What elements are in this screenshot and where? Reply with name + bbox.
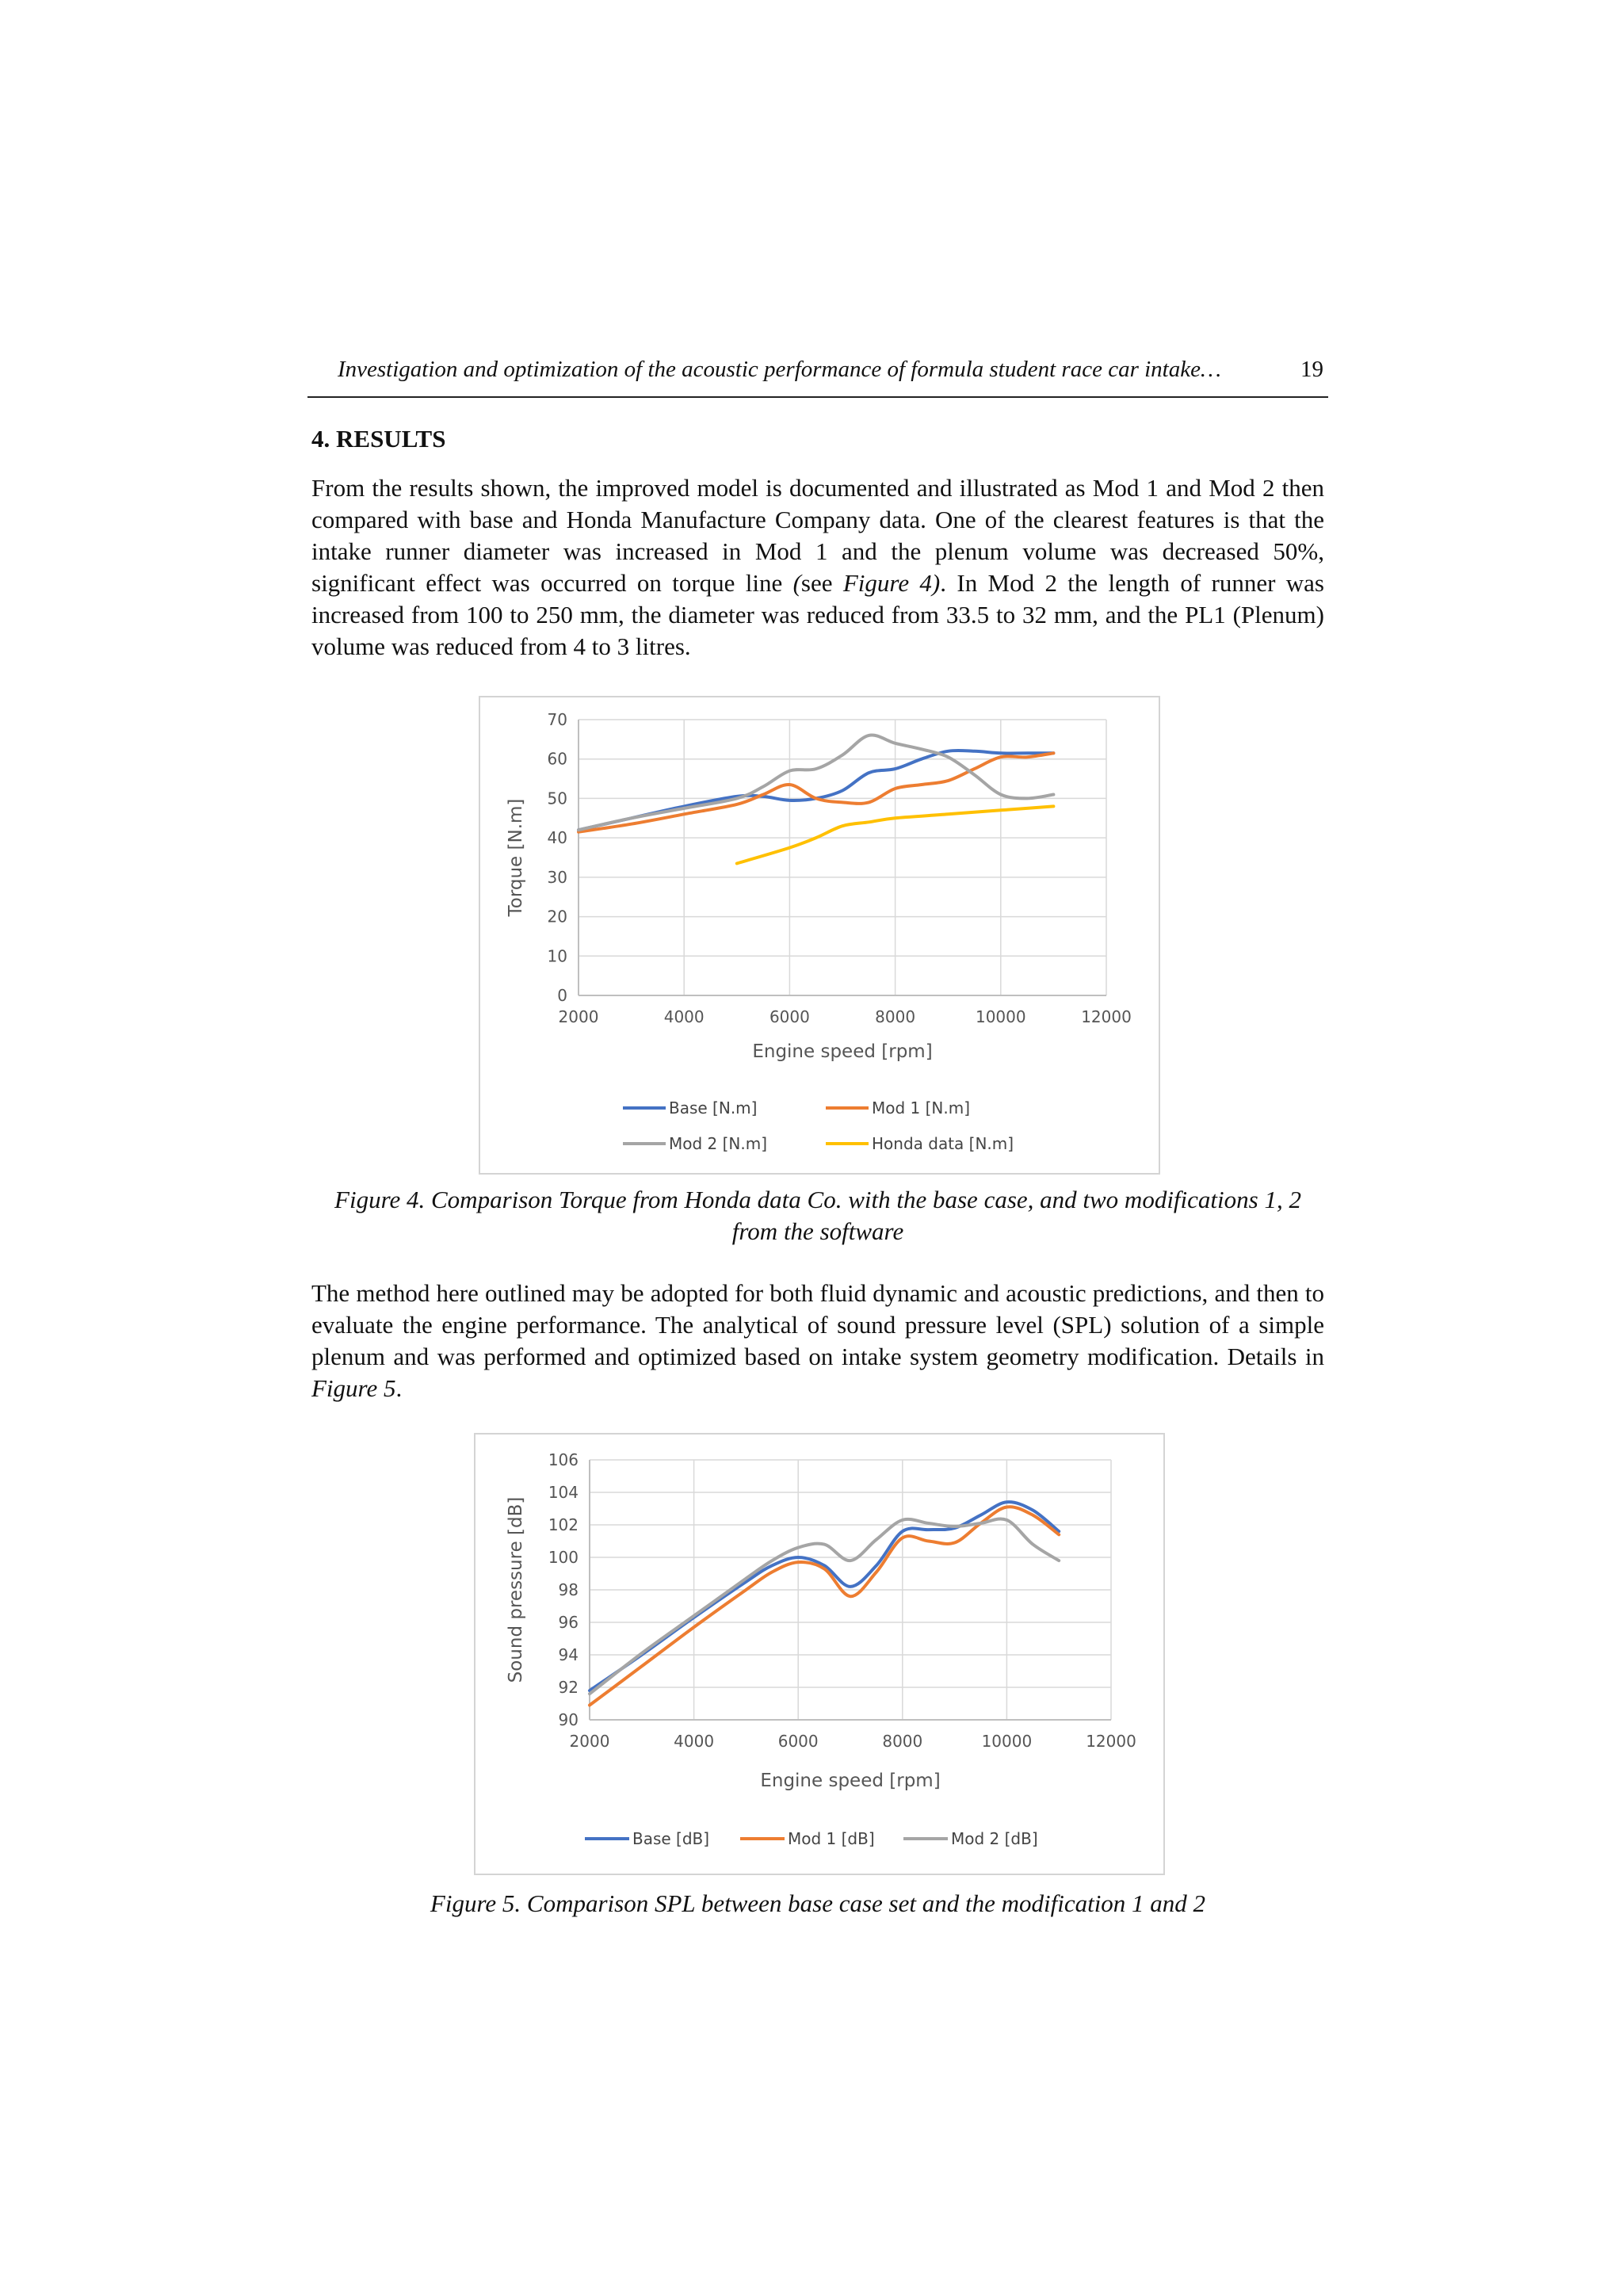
legend-label-1: Base [N.m] [669,1098,758,1117]
y-tick-label: 60 [547,749,567,769]
legend-label-3: Mod 2 [dB] [951,1829,1038,1848]
y-tick-label: 92 [558,1678,579,1697]
y-tick-label: 94 [558,1645,579,1664]
italic-reference: Figure 4) [842,569,941,597]
text-run: . [395,1374,403,1402]
x-axis-title: Engine speed [rpm] [760,1771,941,1791]
y-tick-label: 70 [547,710,567,729]
text-run: . In Mod 2 the length of runner was increased from 100 to 250 mm, the diameter was reduced from 33.5 to 32 mm, and the PL1 (Plenum) volume was reduced from 4 to 3 litres. [311,569,1324,660]
series-line-1 [579,751,1053,830]
y-tick-label: 100 [548,1548,579,1567]
text-run: From the results shown, the improved model is documented and illustrated as Mod 1 and Mod 2 then compared with base and Honda Manufacture Company data. One of the clearest features is that the intake runner diameter was increased in Mod 1 and the plenum volume was decreased 50%, significant effect was occurred on torque line [311,474,1324,597]
italic-reference: Figure 5 [311,1374,396,1402]
x-tick-label: 6000 [769,1007,810,1026]
x-tick-label: 10000 [975,1007,1026,1026]
figure-4-torque-chart [479,696,1160,1175]
x-tick-label: 12000 [1081,1007,1132,1026]
y-tick-label: 40 [547,828,567,848]
paragraph-results-intro [311,472,1324,663]
x-tick-label: 4000 [663,1007,705,1026]
x-tick-label: 4000 [674,1732,715,1751]
series-line-3 [579,735,1053,830]
series-line-1 [590,1502,1059,1690]
legend-label-2: Mod 1 [dB] [788,1829,875,1848]
y-tick-label: 90 [558,1710,579,1729]
y-tick-label: 50 [547,789,567,808]
y-axis-title: Torque [N.m] [506,798,526,917]
spl-chart-svg [475,1435,1163,1874]
figure-4-caption: Figure 4. Comparison Torque from Honda data Co. with the base case, and two modifications 1, 2 from the software [334,1186,1301,1245]
x-tick-label: 2000 [558,1007,599,1026]
paragraph-method [311,1278,1324,1404]
legend-label-1: Base [dB] [632,1829,710,1848]
x-tick-label: 12000 [1086,1732,1136,1751]
x-tick-label: 2000 [569,1732,610,1751]
x-tick-label: 10000 [981,1732,1033,1751]
x-tick-label: 8000 [882,1732,923,1751]
torque-chart-svg [480,697,1159,1173]
figure-5-spl-chart [474,1433,1165,1875]
y-axis-title: Sound pressure [dB] [506,1496,526,1683]
legend-label-3: Mod 2 [N.m] [669,1134,768,1153]
y-tick-label: 0 [557,986,567,1005]
y-tick-label: 102 [548,1515,579,1534]
y-tick-label: 20 [547,907,567,926]
y-tick-label: 106 [548,1450,579,1469]
y-tick-label: 96 [558,1613,579,1632]
legend-label-2: Mod 1 [N.m] [872,1098,971,1117]
text-run: see [800,569,843,597]
x-tick-label: 6000 [777,1732,819,1751]
y-tick-label: 10 [547,946,567,966]
figure-5-caption: Figure 5. Comparison SPL between base case set and the modification 1 and 2 [430,1889,1206,1917]
y-tick-label: 98 [558,1580,579,1599]
text-run: The method here outlined may be adopted for both fluid dynamic and acoustic predictions, and then to evaluate the engine performance. The analytical of sound pressure level (SPL) solution of a simple plenum and was performed and optimized based on intake system geometry modification. Details in [311,1279,1324,1370]
series-line-2 [579,753,1053,831]
y-tick-label: 104 [548,1483,579,1502]
legend-label-4: Honda data [N.m] [872,1134,1014,1153]
x-tick-label: 8000 [875,1007,916,1026]
section-heading-results: 4. RESULTS [311,425,446,453]
running-header [307,349,1328,398]
y-tick-label: 30 [547,867,567,887]
running-header-title: Investigation and optimization of the acoustic performance of formula student race car intake… [338,357,1221,382]
x-axis-title: Engine speed [rpm] [752,1041,933,1062]
page-number: 19 [1300,357,1323,382]
series-line-3 [590,1519,1059,1694]
italic-reference: ( [792,569,801,597]
series-line-2 [590,1507,1059,1705]
